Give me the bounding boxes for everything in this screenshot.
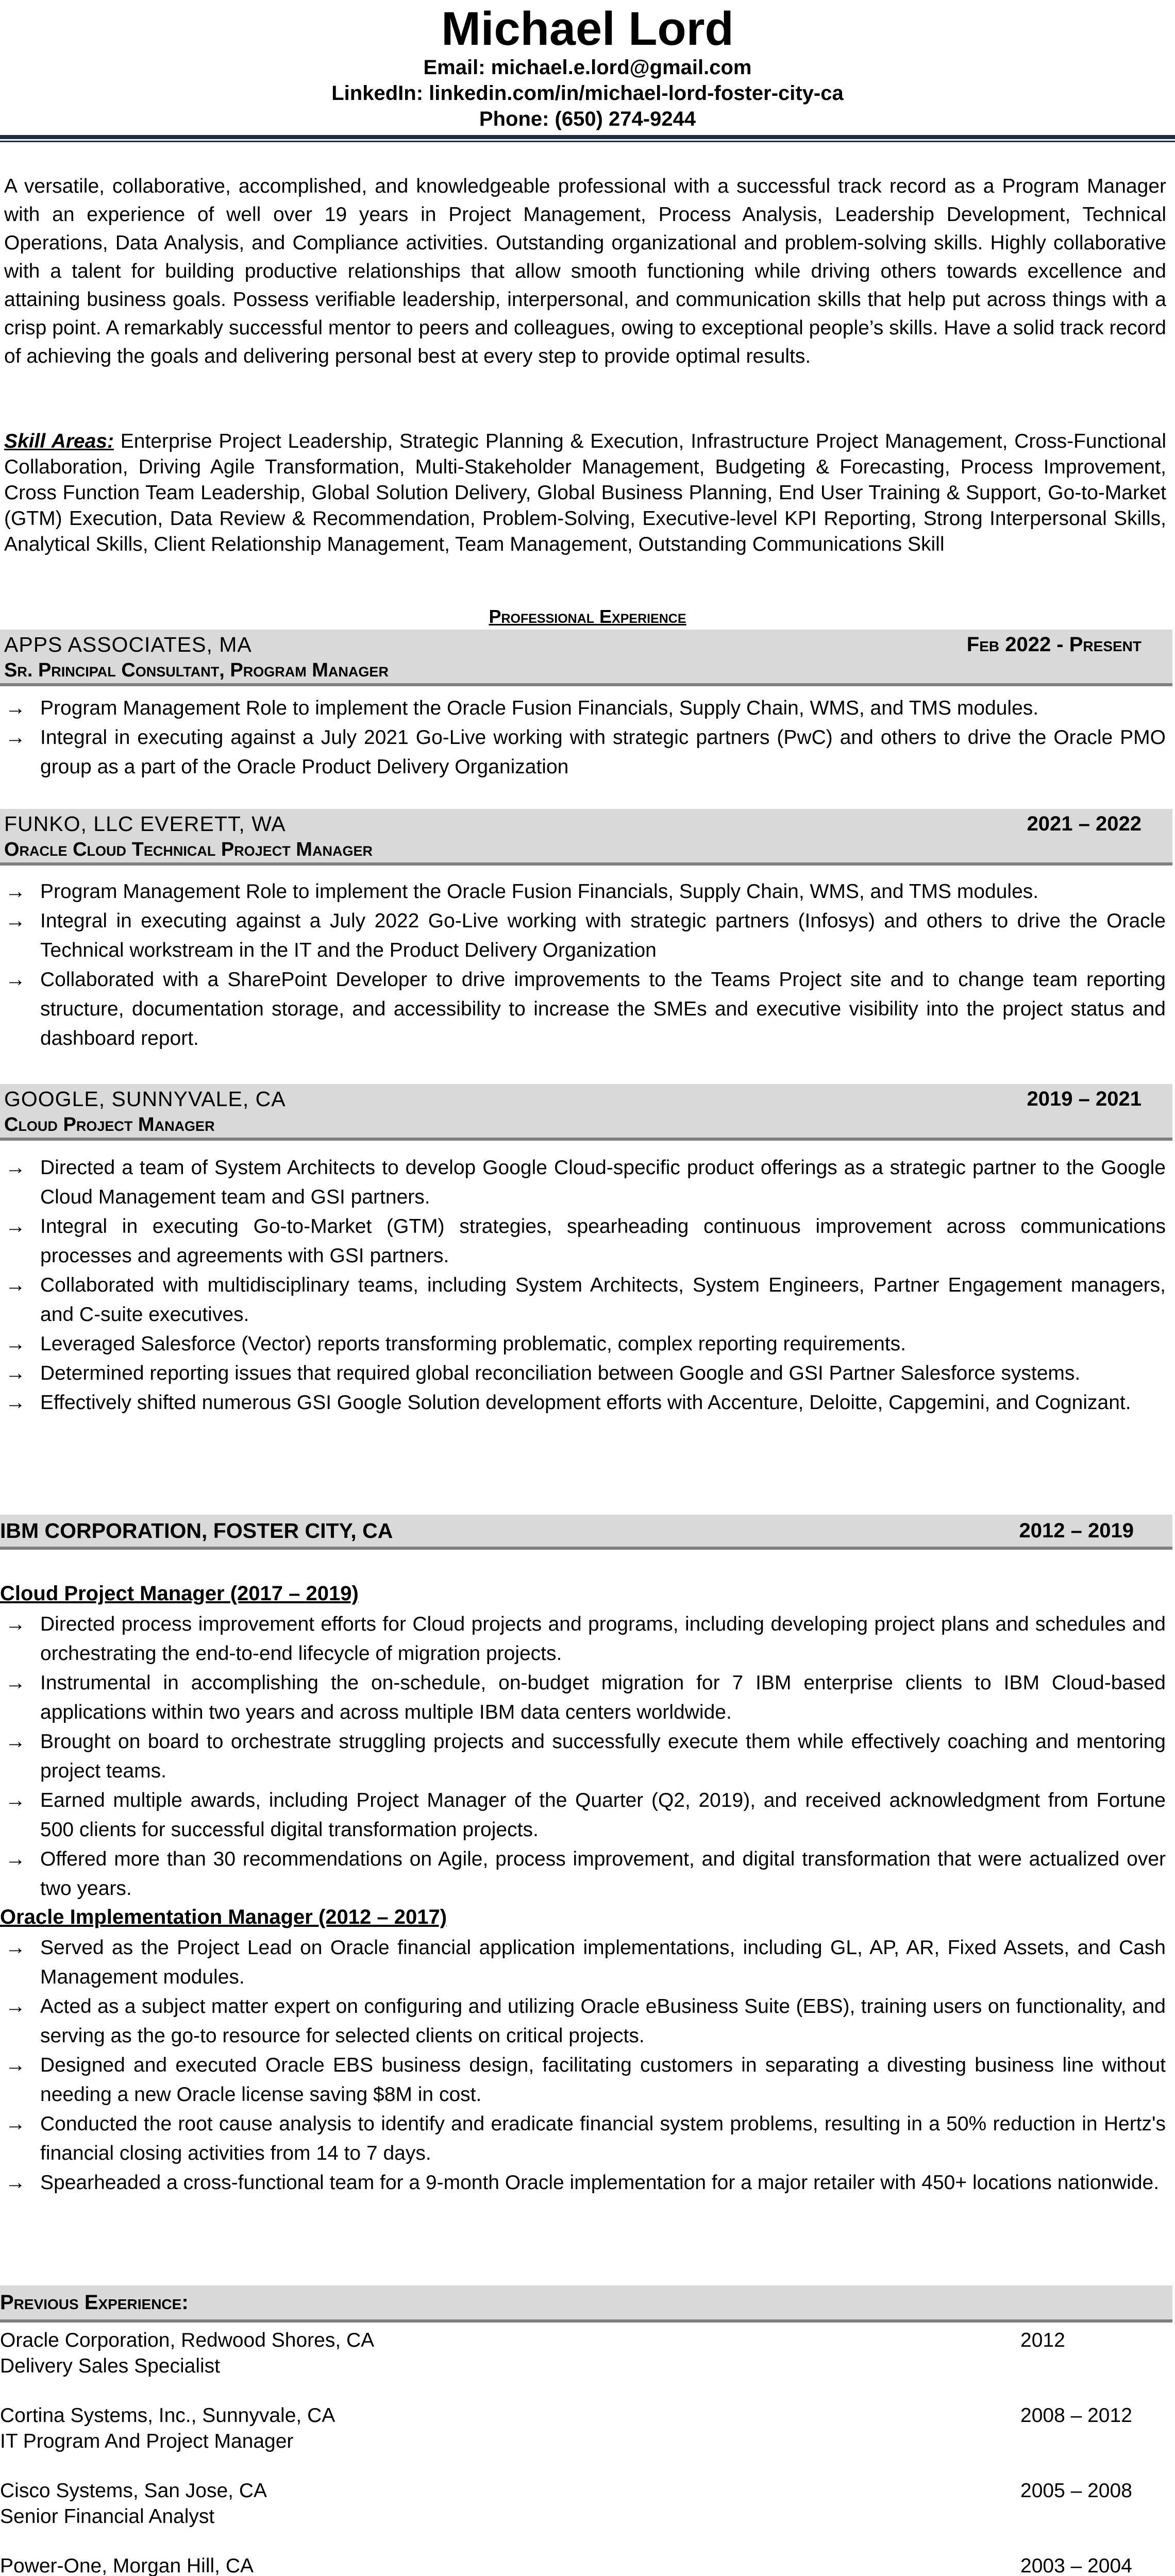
role-subheading: Oracle Implementation Manager (2012 – 2017) xyxy=(0,1906,447,1928)
arrow-icon: → xyxy=(5,726,26,749)
job-company: IBM CORPORATION, FOSTER CITY, CA xyxy=(0,1519,393,1543)
arrow-icon: → xyxy=(5,880,26,903)
list-item: → Acted as a subject matter expert on configuring and utilizing Oracle eBusiness Suite (EBS), training users on functionality, and serving as the go-to resource for selected clients on critical projects. xyxy=(0,1992,1166,2050)
job-bullets xyxy=(0,1933,1166,2197)
arrow-icon: → xyxy=(5,2171,26,2194)
previous-company: Oracle Corporation, Redwood Shores, CA xyxy=(0,2329,375,2351)
list-item: → Determined reporting issues that required global reconciliation between Google and GSI Partner Salesforce systems. xyxy=(0,1359,1166,1388)
arrow-icon: → xyxy=(5,1613,26,1635)
list-item: → Collaborated with a SharePoint Developer to drive improvements to the Teams Project site and to change team reporting structure, documentation storage, and accessibility to increase the SMEs and executive visibility into the project status and dashboard report. xyxy=(0,965,1166,1053)
skill-areas-text: Enterprise Project Leadership, Strategic Planning & Execution, Infrastructure Project Management, Cross-Functional Collaboration, Driving Agile Transformation, Multi-Stakeholder Management, Budgeting & Forecasting, Process Improvement, Cross Function Team Leadership, Global Solution Delivery, Global Business Planning, End User Training & Support, Go-to-Market (GTM) Execution, Data Review & Recommendation, Problem-Solving, Executive-level KPI Reporting, Strong Interpersonal Skills, Analytical Skills, Client Relationship Management, Team Management, Outstanding Communications Skill xyxy=(4,430,1166,555)
email-line[interactable]: Email: michael.e.lord@gmail.com xyxy=(423,56,752,79)
previous-years: 2012 xyxy=(1020,2329,1065,2351)
arrow-icon: → xyxy=(5,697,26,719)
previous-years: 2008 – 2012 xyxy=(1020,2404,1132,2427)
arrow-icon: → xyxy=(5,2112,26,2135)
previous-years: 2003 – 2004 xyxy=(1020,2555,1132,2576)
previous-job xyxy=(0,2403,1175,2454)
header-rule-thin xyxy=(0,141,1175,142)
arrow-icon: → xyxy=(5,909,26,932)
candidate-name: Michael Lord xyxy=(441,3,734,55)
arrow-icon: → xyxy=(5,968,26,991)
previous-company: Cortina Systems, Inc., Sunnyvale, CA xyxy=(0,2404,335,2427)
list-item: → Conducted the root cause analysis to identify and eradicate financial system problems, resulting in a 50% reduction in Hertz's financial closing activities from 14 to 7 days. xyxy=(0,2109,1166,2168)
list-item: → Effectively shifted numerous GSI Google Solution development efforts with Accenture, Deloitte, Capgemini, and Cognizant. xyxy=(0,1388,1166,1417)
role-subheading: Cloud Project Manager (2017 – 2019) xyxy=(0,1582,359,1605)
resume-header xyxy=(0,0,1175,132)
job-dates: Feb 2022 - Present xyxy=(966,633,1142,656)
previous-job xyxy=(0,2478,1175,2530)
previous-job xyxy=(0,2328,1175,2379)
arrow-icon: → xyxy=(5,1789,26,1811)
job-dates: 2019 – 2021 xyxy=(1027,1088,1142,1110)
job-company: GOOGLE, SUNNYVALE, CA xyxy=(4,1087,286,1111)
arrow-icon: → xyxy=(5,1391,26,1414)
list-item: → Collaborated with multidisciplinary teams, including System Architects, System Engineers, Partner Engagement managers, and C-suite executives. xyxy=(0,1270,1166,1329)
arrow-icon: → xyxy=(5,1332,26,1355)
list-item: → Program Management Role to implement the Oracle Fusion Financials, Supply Chain, WMS, and TMS modules. xyxy=(0,877,1166,906)
linkedin-line[interactable]: LinkedIn: linkedin.com/in/michael-lord-foster-city-ca xyxy=(331,82,844,105)
list-item: → Designed and executed Oracle EBS business design, facilitating customers in separating a divesting business line without needing a new Oracle license saving $8M in cost. xyxy=(0,2050,1166,2109)
list-item: → Leveraged Salesforce (Vector) reports transforming problematic, complex reporting requirements. xyxy=(0,1329,1166,1359)
header-rule xyxy=(0,135,1175,139)
job-dates: 2012 – 2019 xyxy=(1019,1519,1134,1542)
arrow-icon: → xyxy=(5,1995,26,2018)
previous-role: Senior Financial Analyst xyxy=(0,2505,215,2528)
job-bullets xyxy=(0,693,1166,782)
job-title: Oracle Cloud Technical Project Manager xyxy=(4,839,373,860)
arrow-icon: → xyxy=(5,1215,26,1238)
job-bullets xyxy=(0,1609,1166,1903)
list-item: → Integral in executing against a July 2021 Go-Live working with strategic partners (PwC) and others to drive the Oracle PMO group as a part of the Oracle Product Delivery Organization xyxy=(0,723,1166,782)
job-bullets xyxy=(0,1153,1166,1417)
arrow-icon: → xyxy=(5,1274,26,1296)
list-item: → Spearheaded a cross-functional team for a 9-month Oracle implementation for a major retailer with 450+ locations nationwide. xyxy=(0,2168,1166,2197)
job-company: APPS ASSOCIATES, MA xyxy=(4,633,252,656)
previous-experience-header xyxy=(0,2285,1172,2323)
summary-paragraph: A versatile, collaborative, accomplished, and knowledgeable professional with a successful track record as a Program Manager with an experience of well over 19 years in Project Management, Process Analysis, Leadership Development, Technical Operations, Data Analysis, and Compliance activities. Outstanding organizational and problem-solving skills. Highly collaborative with a talent for building productive relationships that allow smooth functioning while driving others towards excellence and attaining business goals. Possess verifiable leadership, interpersonal, and communication skills that help put across things with a crisp point. A remarkably successful mentor to peers and colleagues, owing to exceptional people’s skills. Have a solid track record of achieving the goals and delivering personal best at every step to provide optimal results. xyxy=(4,175,1166,367)
arrow-icon: → xyxy=(5,1730,26,1753)
job-header xyxy=(0,630,1172,686)
experience-section-title: Professional Experience xyxy=(489,606,686,627)
list-item: → Directed process improvement efforts for Cloud projects and programs, including developing project plans and schedules and orchestrating the end-to-end lifecycle of migration projects. xyxy=(0,1609,1166,1668)
arrow-icon: → xyxy=(5,1936,26,1959)
list-item: → Brought on board to orchestrate struggling projects and successfully execute them while effectively coaching and mentoring project teams. xyxy=(0,1727,1166,1786)
skill-areas-label: Skill Areas: xyxy=(4,430,114,452)
list-item: → Program Management Role to implement the Oracle Fusion Financials, Supply Chain, WMS, and TMS modules. xyxy=(0,693,1166,723)
job-title: Sr. Principal Consultant, Program Manager xyxy=(4,659,389,681)
previous-role: IT Program And Project Manager xyxy=(0,2430,294,2452)
phone-line: Phone: (650) 274-9244 xyxy=(479,108,696,130)
arrow-icon: → xyxy=(5,1848,26,1870)
job-bullets xyxy=(0,877,1166,1053)
arrow-icon: → xyxy=(5,1362,26,1384)
list-item: → Served as the Project Lead on Oracle financial application implementations, including GL, AP, AR, Fixed Assets, and Cash Management modules. xyxy=(0,1933,1166,1992)
job-header xyxy=(0,809,1172,866)
arrow-icon: → xyxy=(5,1671,26,1694)
previous-company: Cisco Systems, San Jose, CA xyxy=(0,2480,267,2502)
skill-areas xyxy=(4,429,1166,557)
list-item: → Integral in executing against a July 2022 Go-Live working with strategic partners (Infosys) and others to drive the Oracle Technical workstream in the IT and the Product Delivery Organization xyxy=(0,906,1166,965)
arrow-icon: → xyxy=(5,2054,26,2076)
previous-experience-title: Previous Experience: xyxy=(0,2291,189,2314)
previous-role: Delivery Sales Specialist xyxy=(0,2355,221,2377)
job-header xyxy=(0,1084,1172,1141)
job-company: FUNKO, LLC EVERETT, WA xyxy=(4,812,286,836)
job-dates: 2021 – 2022 xyxy=(1027,812,1142,835)
job-header xyxy=(0,1515,1172,1550)
previous-job xyxy=(0,2553,1175,2576)
list-item: → Earned multiple awards, including Project Manager of the Quarter (Q2, 2019), and received acknowledgment from Fortune 500 clients for successful digital transformation projects. xyxy=(0,1786,1166,1844)
list-item: → Offered more than 30 recommendations on Agile, process improvement, and digital transformation that were actualized over two years. xyxy=(0,1844,1166,1903)
job-title: Cloud Project Manager xyxy=(4,1114,215,1136)
list-item: → Directed a team of System Architects to develop Google Cloud-specific product offerings as a strategic partner to the Google Cloud Management team and GSI partners. xyxy=(0,1153,1166,1212)
previous-company: Power-One, Morgan Hill, CA xyxy=(0,2555,254,2576)
list-item: → Integral in executing Go-to-Market (GTM) strategies, spearheading continuous improvement across communications processes and agreements with GSI partners. xyxy=(0,1212,1166,1270)
previous-years: 2005 – 2008 xyxy=(1020,2480,1132,2502)
list-item: → Instrumental in accomplishing the on-schedule, on-budget migration for 7 IBM enterprise clients to IBM Cloud-based applications within two years and across multiple IBM data centers worldwide. xyxy=(0,1668,1166,1727)
arrow-icon: → xyxy=(5,1156,26,1179)
